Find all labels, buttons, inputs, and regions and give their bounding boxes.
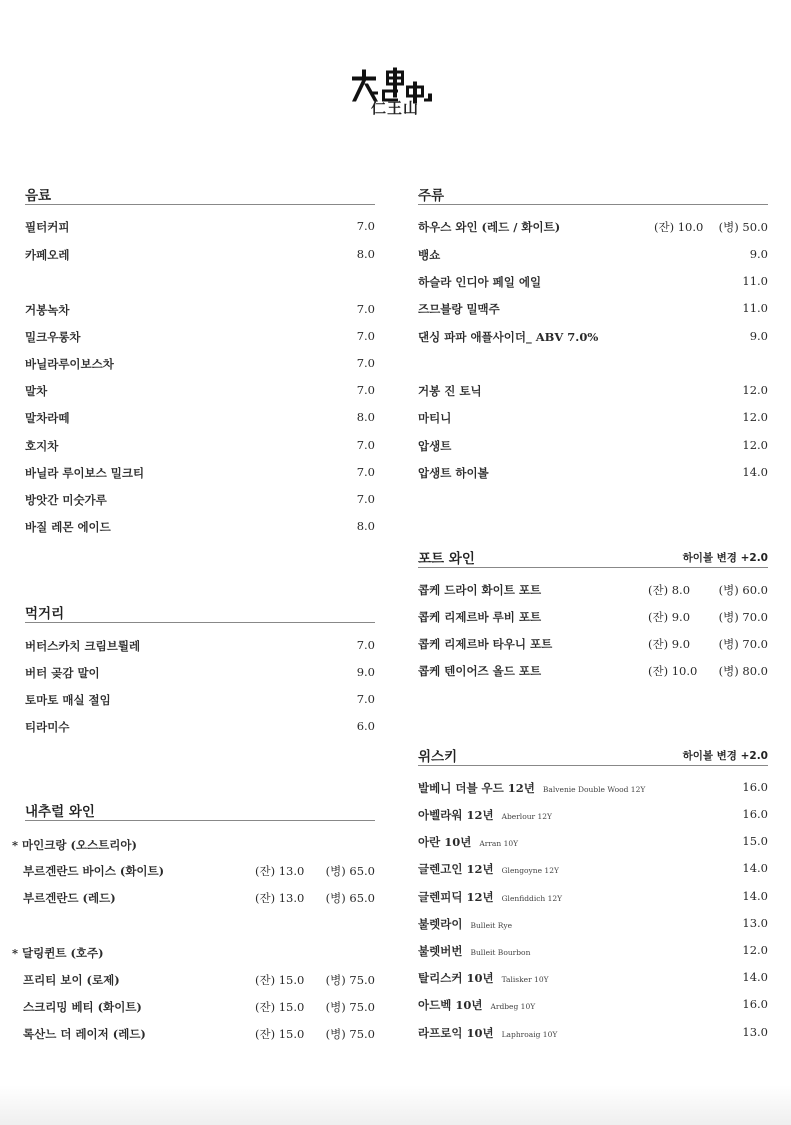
glass-price: (잔) 15.0	[255, 973, 305, 987]
bottle-price: (병) 60.0	[718, 583, 768, 597]
item-name-en: Balvenie Double Wood 12Y	[542, 785, 646, 794]
highball-note: 하이볼 변경 +2.0	[682, 552, 768, 564]
glass-price: (잔) 13.0	[255, 864, 305, 878]
item-price: 11.0	[742, 301, 768, 315]
menu-item	[418, 609, 768, 627]
item-name-en: Laphroaig 10Y	[501, 1030, 558, 1039]
menu-item	[418, 636, 768, 654]
item-price: 12.0	[742, 383, 768, 397]
item-name	[418, 916, 512, 932]
item-name: 거봉 진 토닉	[418, 384, 482, 398]
bottom-shade	[0, 1085, 791, 1125]
item-name-ko: 글렌고인 12년	[418, 862, 494, 876]
menu-item	[418, 329, 768, 347]
menu-item	[23, 890, 375, 908]
glass-price: (잔) 9.0	[648, 610, 691, 624]
item-price: 6.0	[356, 719, 375, 733]
item-price: 7.0	[356, 302, 375, 316]
item-name: 콥케 리제르바 루비 포트	[418, 610, 542, 624]
item-name	[418, 970, 549, 986]
section-title: 음료	[25, 188, 52, 204]
glass-price: (잔) 10.0	[648, 664, 698, 678]
item-price: 15.0	[742, 834, 768, 848]
item-name: 버터스카치 크림브륄레	[25, 639, 141, 653]
menu-item	[23, 999, 375, 1017]
item-name	[418, 861, 559, 877]
section-header	[25, 800, 375, 821]
menu-item	[418, 834, 768, 852]
item-name-en: Talisker 10Y	[501, 975, 549, 984]
item-name: 버터 곶감 말이	[25, 666, 100, 680]
item-name: 콥케 리제르바 타우니 포트	[418, 637, 553, 651]
menu-item	[25, 692, 375, 710]
menu-item	[25, 638, 375, 656]
item-name: 뱅쇼	[418, 248, 441, 262]
section-header	[25, 602, 375, 623]
menu-item	[418, 219, 768, 237]
menu-item	[418, 807, 768, 825]
item-price: 14.0	[742, 465, 768, 479]
item-name: 말차	[25, 384, 48, 398]
item-name: 마티니	[418, 411, 452, 425]
menu-item	[418, 663, 768, 681]
bottle-price: (병) 70.0	[718, 610, 768, 624]
item-name	[418, 807, 552, 823]
section-header	[418, 184, 768, 205]
menu-item	[25, 519, 375, 537]
glass-price: (잔) 8.0	[648, 583, 691, 597]
item-name: 바닐라 루이보스 밀크티	[25, 466, 145, 480]
menu-item	[25, 383, 375, 401]
section-title: 먹거리	[25, 606, 65, 622]
section-header	[418, 745, 768, 766]
food-section	[25, 602, 375, 742]
item-name	[418, 1025, 557, 1041]
menu-item	[25, 465, 375, 483]
item-price: 13.0	[742, 916, 768, 930]
item-name-en: Ardbeg 10Y	[490, 1002, 536, 1011]
menu-item	[418, 916, 768, 934]
item-name: 부르겐란드 바이스 (화이트)	[23, 864, 165, 878]
glass-price: (잔) 10.0	[654, 220, 704, 234]
whisky-section	[418, 745, 768, 1045]
menu-item	[418, 410, 768, 428]
item-name: 티라미수	[25, 720, 70, 734]
item-price: 7.0	[356, 356, 375, 370]
item-price: 12.0	[742, 410, 768, 424]
item-name: 부르겐란드 (레드)	[23, 891, 116, 905]
menu-item	[23, 1026, 375, 1044]
wine-producer-label: * 달링퀸트 (호주)	[12, 946, 104, 960]
item-name: 콥케 드라이 화이트 포트	[418, 583, 542, 597]
item-name: 바질 레몬 에이드	[25, 520, 111, 534]
item-name	[418, 943, 530, 959]
menu-item	[25, 719, 375, 737]
item-price: 7.0	[356, 329, 375, 343]
highball-note: 하이볼 변경 +2.0	[682, 750, 768, 762]
item-price: 7.0	[356, 638, 375, 652]
menu-item	[418, 861, 768, 879]
item-name: 록산느 더 레이저 (레드)	[23, 1027, 146, 1041]
item-price: 12.0	[742, 943, 768, 957]
bottle-price: (병) 65.0	[325, 891, 375, 905]
bottle-price: (병) 75.0	[325, 1027, 375, 1041]
item-price: 7.0	[356, 438, 375, 452]
item-price: 14.0	[742, 970, 768, 984]
menu-item	[23, 972, 375, 990]
item-price: 9.0	[749, 329, 768, 343]
item-name: 카페오레	[25, 248, 70, 262]
item-name: 댄싱 파파 애플사이더_ ABV 7.0%	[418, 330, 599, 344]
item-name: 하우스 와인 (레드 / 화이트)	[418, 220, 561, 234]
bottle-price: (병) 75.0	[325, 1000, 375, 1014]
item-name: 콥케 텐이어즈 올드 포트	[418, 664, 542, 678]
item-name-ko: 불렛라이	[418, 917, 463, 931]
item-name-ko: 글렌피딕 12년	[418, 890, 494, 904]
item-price: 9.0	[356, 665, 375, 679]
liquor-section	[418, 184, 768, 494]
item-price: 7.0	[356, 383, 375, 397]
item-price: 12.0	[742, 438, 768, 452]
item-name-ko: 아벨라워 12년	[418, 808, 494, 822]
section-header	[25, 184, 375, 205]
item-name: 스크리밍 베티 (화이트)	[23, 1000, 142, 1014]
item-price: 9.0	[749, 247, 768, 261]
menu-item	[418, 465, 768, 483]
item-price: 7.0	[356, 465, 375, 479]
bottle-price: (병) 70.0	[718, 637, 768, 651]
menu-item	[418, 438, 768, 456]
item-price: 13.0	[742, 1025, 768, 1039]
menu-item	[418, 943, 768, 961]
section-title: 포트 와인	[418, 551, 475, 567]
item-name: 압생트	[418, 439, 452, 453]
item-price: 8.0	[356, 247, 375, 261]
menu-item	[418, 970, 768, 988]
natural-wine-section	[12, 800, 375, 1050]
item-name-ko: 라프로익 10년	[418, 1026, 494, 1040]
bottle-price: (병) 65.0	[325, 864, 375, 878]
menu-item	[25, 438, 375, 456]
item-name: 하슬라 인디아 페일 에일	[418, 275, 542, 289]
item-price: 14.0	[742, 889, 768, 903]
item-name: 방앗간 미숫가루	[25, 493, 107, 507]
item-name: 호지차	[25, 439, 59, 453]
item-name-en: Glengoyne 12Y	[501, 866, 559, 875]
section-header	[418, 547, 768, 568]
menu-item	[418, 997, 768, 1015]
item-name-en: Aberlour 12Y	[501, 812, 553, 821]
port-wine-section	[418, 547, 768, 687]
glass-price: (잔) 15.0	[255, 1000, 305, 1014]
item-name: 바닐라루이보스차	[25, 357, 114, 371]
item-name: 프리티 보이 (로제)	[23, 973, 120, 987]
menu-item	[25, 329, 375, 347]
wine-producer-label: * 마인크랑 (오스트리아)	[12, 838, 137, 852]
menu-item	[25, 665, 375, 683]
menu-item	[25, 219, 375, 237]
item-name-en: Glenfiddich 12Y	[501, 894, 563, 903]
menu-item	[418, 582, 768, 600]
item-name-en: Bulleit Rye	[470, 921, 513, 930]
item-name-ko: 발베니 더블 우드 12년	[418, 781, 535, 795]
menu-item	[418, 301, 768, 319]
menu-item	[25, 410, 375, 428]
item-price: 8.0	[356, 519, 375, 533]
item-name-ko: 불렛버번	[418, 944, 463, 958]
item-name: 필터커피	[25, 220, 70, 234]
menu-item	[418, 383, 768, 401]
glass-price: (잔) 13.0	[255, 891, 305, 905]
menu-item	[23, 863, 375, 881]
item-name: 거봉녹차	[25, 303, 70, 317]
menu-item	[418, 889, 768, 907]
item-name	[418, 889, 562, 905]
bottle-price: (병) 50.0	[718, 220, 768, 234]
item-name: 말차라떼	[25, 411, 70, 425]
item-price: 8.0	[356, 410, 375, 424]
item-name-ko: 아란 10년	[418, 835, 472, 849]
glass-price: (잔) 9.0	[648, 637, 691, 651]
menu-item	[25, 492, 375, 510]
item-price: 7.0	[356, 692, 375, 706]
item-price: 16.0	[742, 807, 768, 821]
item-name: 토마토 매실 절임	[25, 693, 111, 707]
section-title: 주류	[418, 188, 445, 204]
menu-item	[25, 247, 375, 265]
item-name	[418, 780, 645, 796]
item-name	[418, 997, 535, 1013]
menu-item	[418, 274, 768, 292]
beverage-section	[25, 184, 375, 544]
section-title: 내추럴 와인	[25, 804, 95, 820]
item-name-ko: 탈리스커 10년	[418, 971, 494, 985]
item-price: 16.0	[742, 780, 768, 794]
logo-subtitle: 仁王山	[370, 99, 419, 117]
menu-item	[25, 356, 375, 374]
bottle-price: (병) 75.0	[325, 973, 375, 987]
item-name-ko: 아드벡 10년	[418, 998, 483, 1012]
item-price: 7.0	[356, 219, 375, 233]
menu-item	[418, 1025, 768, 1043]
item-name-en: Arran 10Y	[479, 839, 519, 848]
menu-item	[418, 780, 768, 798]
item-name-en: Bulleit Bourbon	[470, 948, 531, 957]
item-name: 즈므블랑 밀맥주	[418, 302, 500, 316]
item-price: 11.0	[742, 274, 768, 288]
menu-item	[25, 302, 375, 320]
item-name	[418, 834, 518, 850]
glass-price: (잔) 15.0	[255, 1027, 305, 1041]
menu-item	[418, 247, 768, 265]
item-price: 16.0	[742, 997, 768, 1011]
item-name: 밀크우롱차	[25, 330, 81, 344]
section-title: 위스키	[418, 749, 458, 765]
item-name: 압생트 하이볼	[418, 466, 489, 480]
item-price: 14.0	[742, 861, 768, 875]
item-price: 7.0	[356, 492, 375, 506]
bottle-price: (병) 80.0	[718, 664, 768, 678]
